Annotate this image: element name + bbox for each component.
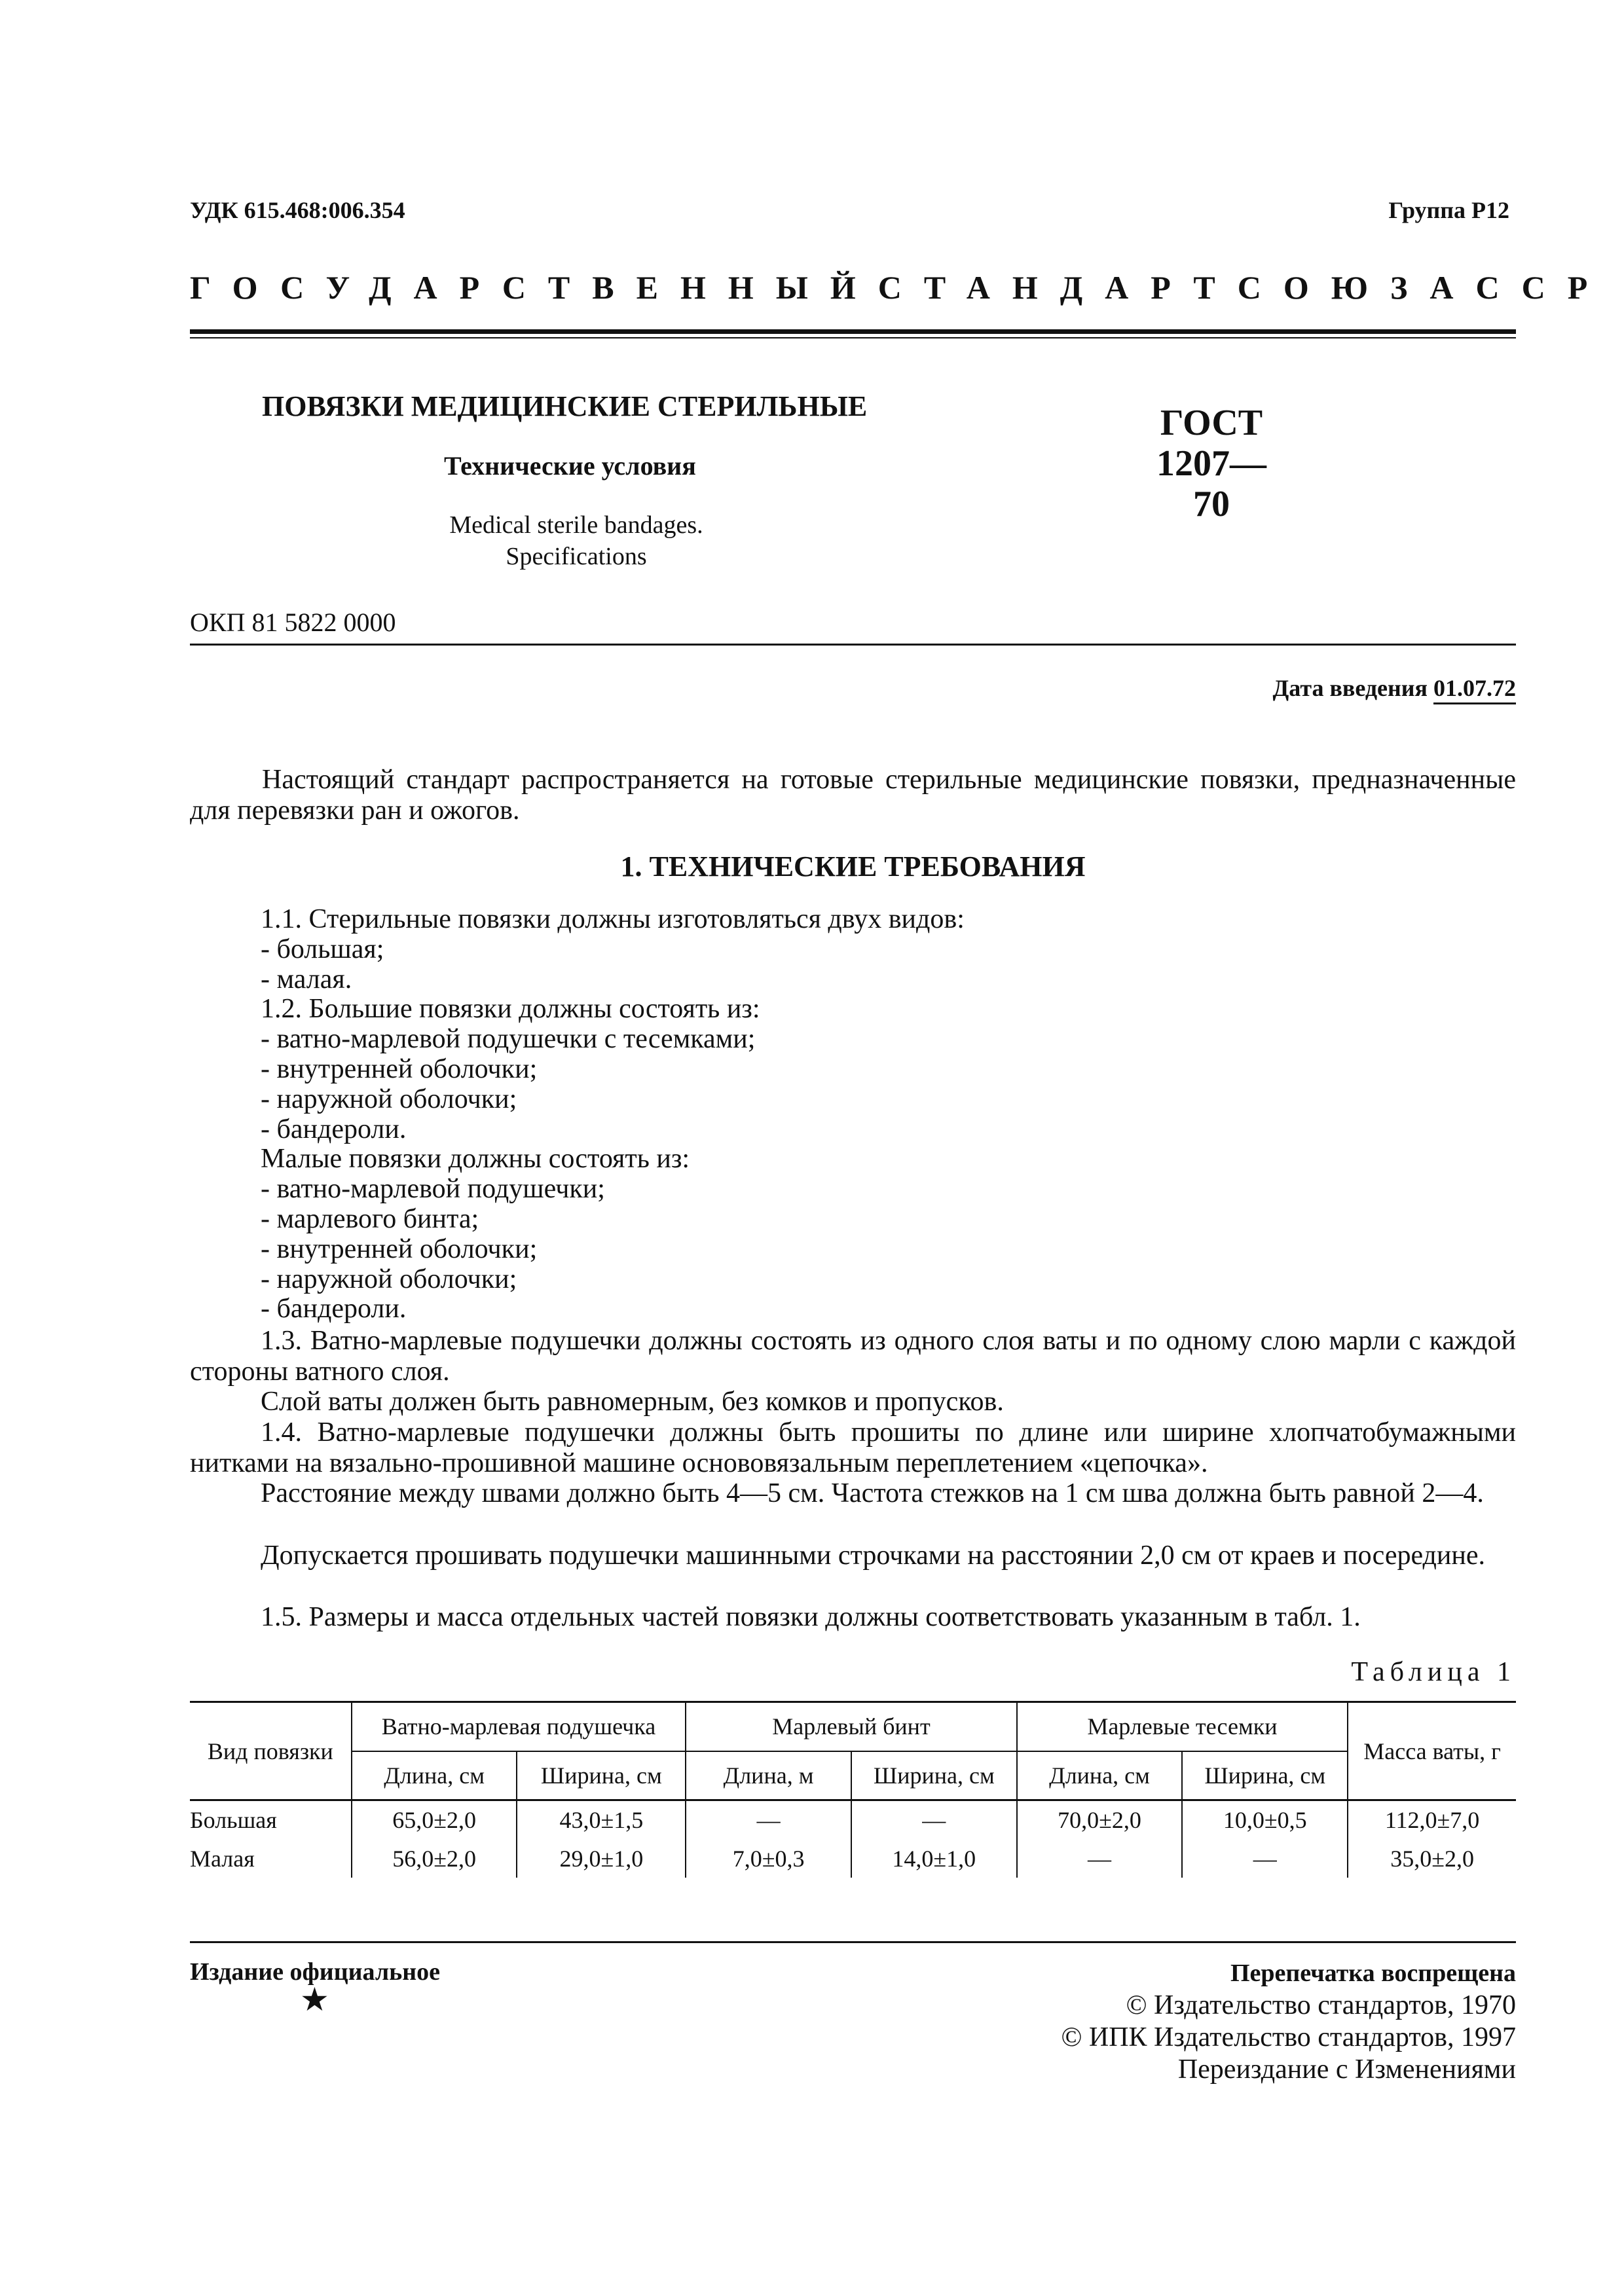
cell-value: 35,0±2,0 — [1348, 1840, 1516, 1878]
header-type: Вид повязки — [190, 1702, 352, 1800]
cell-value: 14,0±1,0 — [851, 1840, 1017, 1878]
list-item: - марлевого бинта; — [261, 1203, 479, 1234]
paragraph-1-4c: Допускается прошивать подушечки машинными строчками на расстоянии 2,0 см от краев и посередине. — [261, 1540, 1486, 1571]
document-subtitle: Технические условия — [444, 451, 696, 481]
header-ties-width: Ширина, см — [1182, 1751, 1348, 1800]
header-ties-length: Длина, см — [1017, 1751, 1183, 1800]
banner-word: ГОСУДАРСТВЕННЫЙ — [190, 269, 878, 306]
list-item: - наружной оболочки; — [261, 1264, 517, 1294]
list-item: - ватно-марлевой подушечки; — [261, 1174, 605, 1205]
effective-date — [1273, 674, 1517, 702]
cell-value: — — [851, 1800, 1017, 1840]
banner-word: СОЮЗА — [1237, 269, 1476, 306]
gost-designation — [1139, 403, 1283, 524]
reissue-note: Переиздание с Изменениями — [1177, 2054, 1516, 2085]
list-item: - малая. — [261, 964, 352, 994]
okp-code: ОКП 81 5822 0000 — [190, 608, 396, 637]
copyright-line: © Издательство стандартов, 1970 — [1126, 1990, 1516, 2020]
cell-value: 112,0±7,0 — [1348, 1800, 1516, 1840]
cell-type: Большая — [190, 1807, 277, 1834]
udk-code: УДК 615.468:006.354 — [190, 197, 405, 223]
banner-word: СТАНДАРТ — [877, 269, 1238, 306]
cell-value: — — [1017, 1840, 1183, 1878]
table-1 — [190, 1701, 1516, 1878]
cell-value: — — [686, 1800, 851, 1840]
header-mass: Масса ваты, г — [1348, 1702, 1516, 1800]
english-title-line: Specifications — [506, 543, 647, 570]
cell-value: 65,0±2,0 — [352, 1800, 517, 1840]
cell-value: 70,0±2,0 — [1017, 1800, 1183, 1840]
cell-value: 10,0±0,5 — [1182, 1800, 1348, 1840]
english-title-line: Medical sterile bandages. — [449, 511, 703, 539]
copyright-line: © ИПК Издательство стандартов, 1997 — [1061, 2022, 1516, 2052]
footer-copyright — [1061, 1958, 1516, 2086]
cell-value: 29,0±1,0 — [517, 1840, 686, 1878]
cell-value: 43,0±1,5 — [517, 1800, 686, 1840]
paragraph-1-3b: Слой ваты должен быть равномерным, без комков и пропусков. — [261, 1387, 1004, 1417]
paragraph-1-3: 1.3. Ватно-марлевые подушечки должны состоять из одного слоя ваты и по одному слою марли с каждой стороны ватного слоя. — [190, 1326, 1516, 1387]
banner-word: ССР — [1475, 269, 1610, 306]
header-bandage-length: Длина, м — [686, 1751, 851, 1800]
reprint-notice: Перепечатка воспрещена — [1230, 1959, 1516, 1987]
list-item: - большая; — [261, 934, 384, 964]
english-title — [380, 509, 773, 572]
cell-value: 7,0±0,3 — [686, 1840, 851, 1878]
table-row — [190, 1800, 1516, 1840]
header-bandage-width: Ширина, см — [851, 1751, 1017, 1800]
header-bandage-group: Марлевый бинт — [686, 1702, 1016, 1751]
okp-rule — [190, 644, 1516, 646]
paragraph-1-5: 1.5. Размеры и масса отдельных частей повязки должны соответствовать указанным в табл. 1. — [261, 1602, 1361, 1632]
footer-rule — [190, 1941, 1516, 1943]
gost-number: 1207—70 — [1156, 443, 1266, 524]
list-item: - бандероли. — [261, 1294, 407, 1324]
list-item: 1.1. Стерильные повязки должны изготовляться двух видов: — [261, 904, 965, 934]
section-heading: 1. ТЕХНИЧЕСКИЕ ТРЕБОВАНИЯ — [620, 850, 1086, 883]
group-code: Группа Р12 — [1388, 197, 1509, 223]
requirements-list — [261, 905, 1505, 1324]
cell-type: Малая — [190, 1845, 255, 1872]
document-title: ПОВЯЗКИ МЕДИЦИНСКИЕ СТЕРИЛЬНЫЕ — [262, 390, 868, 422]
header-pad-group: Ватно-марлевая подушечка — [352, 1702, 686, 1751]
banner-rule — [190, 329, 1516, 334]
list-item: 1.2. Большие повязки должны состоять из: — [261, 994, 760, 1025]
header-pad-width: Ширина, см — [517, 1751, 686, 1800]
list-item: - ватно-марлевой подушечки с тесемками; — [261, 1024, 756, 1055]
header-pad-length: Длина, см — [352, 1751, 517, 1800]
official-edition: Издание официальное — [190, 1958, 441, 1986]
table-caption: Таблица 1 — [1351, 1657, 1516, 1687]
date-value: 01.07.72 — [1433, 675, 1516, 704]
header-ties-group: Марлевые тесемки — [1017, 1702, 1348, 1751]
list-item: Малые повязки должны состоять из: — [261, 1144, 690, 1175]
star-icon: ★ — [300, 1981, 329, 2018]
intro-paragraph: Настоящий стандарт распространяется на готовые стерильные медицинские повязки, предназначенные для перевязки ран и ожогов. — [190, 765, 1516, 826]
table-row — [190, 1840, 1516, 1878]
date-label: Дата введения — [1272, 675, 1428, 701]
list-item: - внутренней оболочки; — [261, 1053, 538, 1084]
state-standard-banner — [190, 268, 1610, 306]
cell-value: 56,0±2,0 — [352, 1840, 517, 1878]
list-item: - бандероли. — [261, 1114, 407, 1144]
list-item: - внутренней оболочки; — [261, 1233, 538, 1264]
gost-label: ГОСТ — [1160, 403, 1263, 443]
list-item: - наружной оболочки; — [261, 1084, 517, 1114]
cell-value: — — [1182, 1840, 1348, 1878]
paragraph-1-4: 1.4. Ватно-марлевые подушечки должны быть прошиты по длине или ширине хлопчатобумажными нитками на вязально-прошивной машине основовязальным переплетением «цепочка». — [190, 1417, 1516, 1478]
paragraph-1-4b: Расстояние между швами должно быть 4—5 см. Частота стежков на 1 см шва должна быть равной 2—4. — [261, 1478, 1484, 1508]
banner-rule-thin — [190, 337, 1516, 338]
